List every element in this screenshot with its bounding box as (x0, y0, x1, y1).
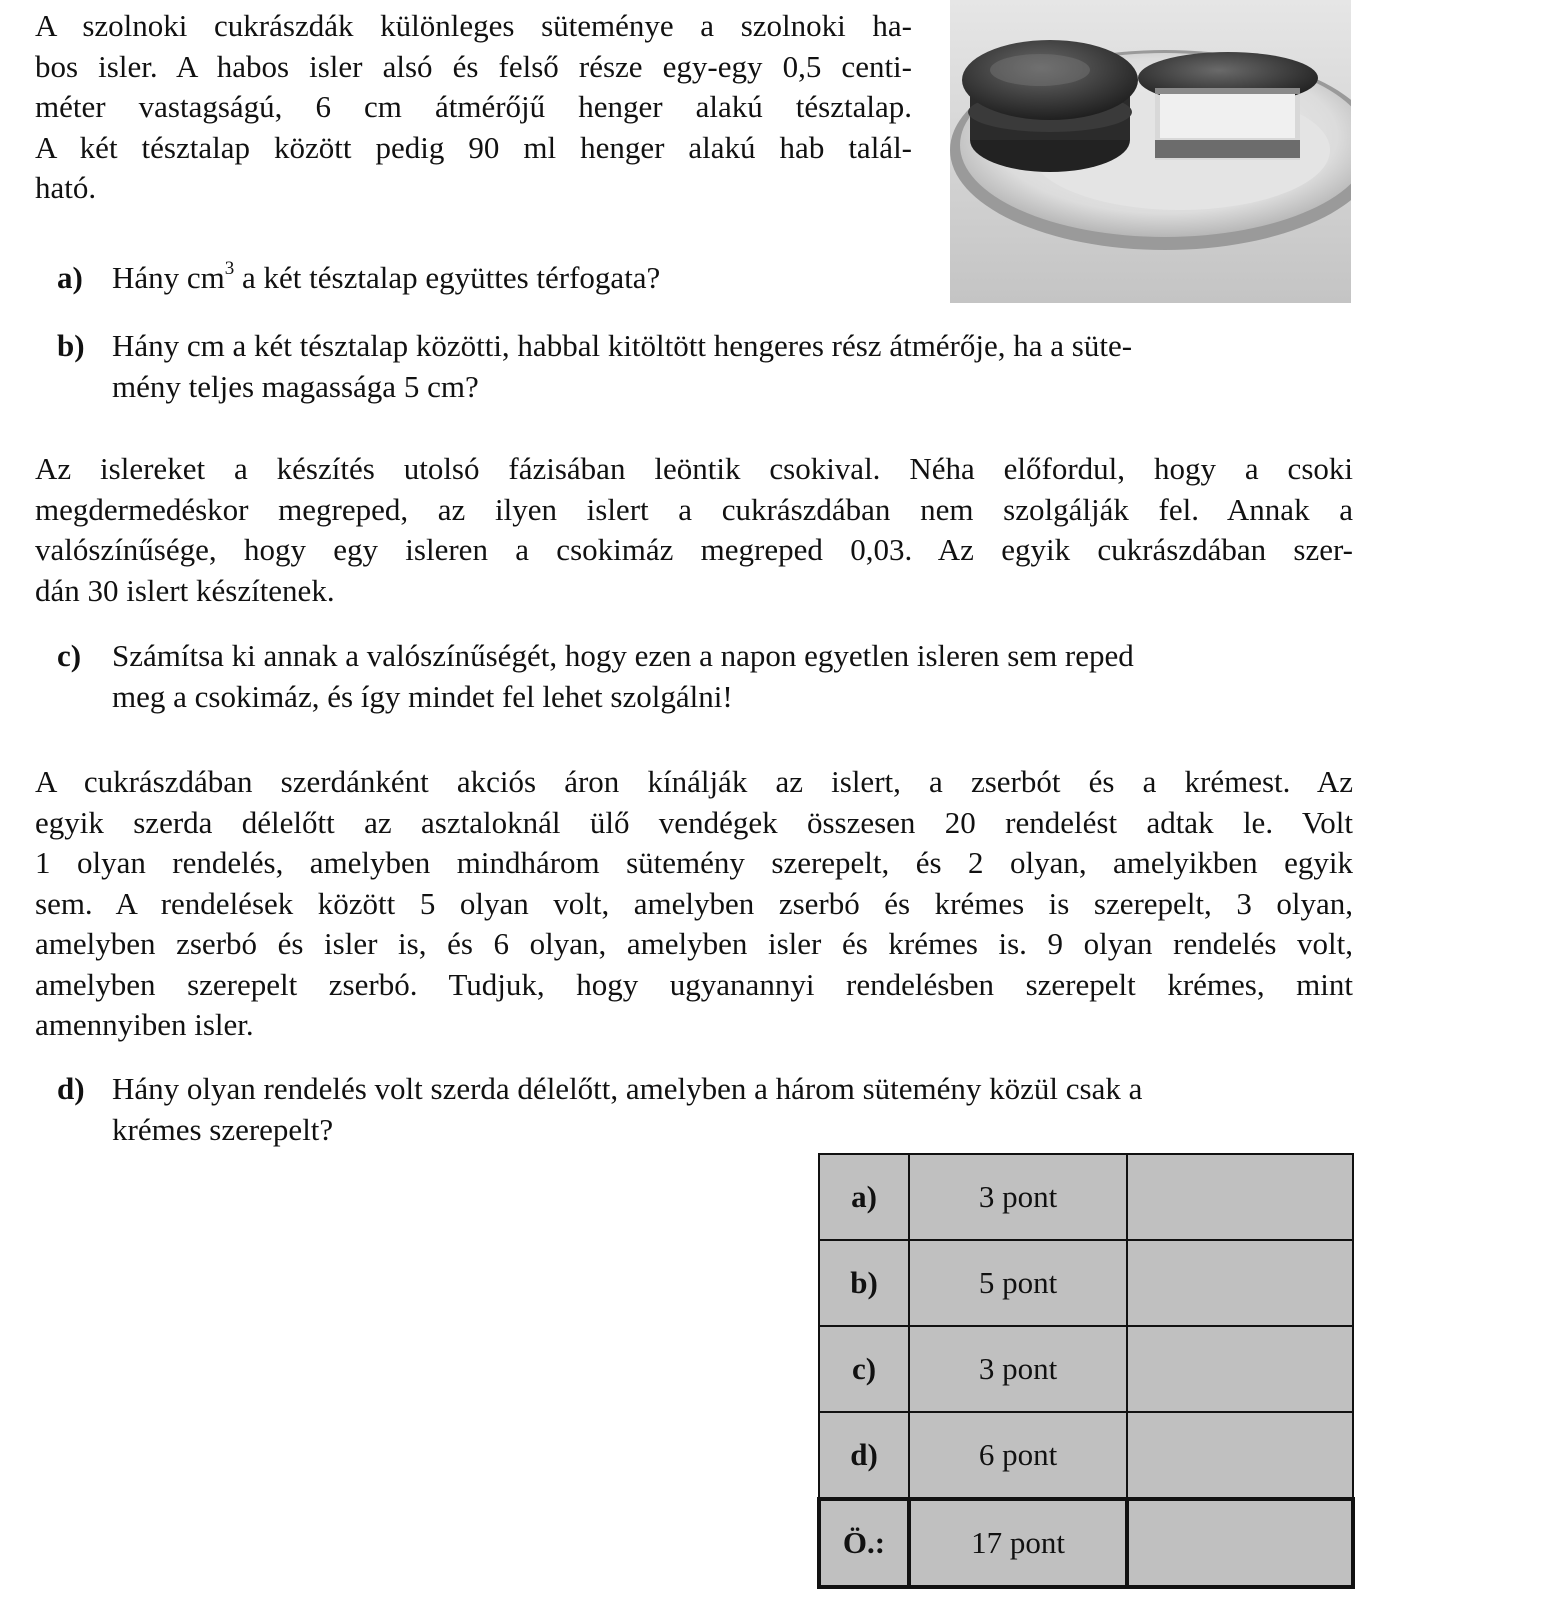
orders-line: amelyben zserbó és isler is, és 6 olyan, amelyben isler és krémes is. 9 olyan rendelés volt, (35, 926, 1353, 961)
table-row (819, 1154, 1353, 1240)
score-points: 6 pont (909, 1412, 1127, 1499)
question-a-text-before: Hány cm (112, 260, 225, 295)
question-a-text-after: a két tésztalap együttes térfogata? (234, 260, 661, 295)
question-a (57, 258, 857, 300)
cake-photo-icon (950, 0, 1351, 303)
intro-line: A szolnoki cukrászdák különleges süteménye a szolnoki ha- (35, 8, 912, 43)
score-field[interactable] (1127, 1412, 1353, 1499)
probability-line: valószínűsége, hogy egy isleren a csokimáz megreped 0,03. Az egyik cukrászdában szer- (35, 532, 1353, 567)
question-d-text (112, 1069, 1142, 1150)
table-row (819, 1240, 1353, 1326)
table-row-total (819, 1499, 1353, 1587)
probability-paragraph (35, 449, 1353, 611)
intro-paragraph (35, 6, 912, 209)
question-c-line: meg a csokimáz, és így mindet fel lehet szolgálni! (112, 678, 733, 714)
orders-line: 1 olyan rendelés, amelyben mindhárom sütemény szerepelt, és 2 olyan, amelyikben egyik (35, 845, 1353, 880)
orders-line: amelyben szerepelt zserbó. Tudjuk, hogy ugyanannyi rendelésben szerepelt krémes, mint (35, 966, 1353, 1002)
probability-line: megdermedéskor megreped, az ilyen islert a cukrászdában nem szolgálják fel. Annak a (35, 491, 1353, 527)
total-score-field[interactable] (1127, 1499, 1353, 1587)
question-d-line: Hány olyan rendelés volt szerda délelőtt, amelyben a három sütemény közül csak a (112, 1071, 1143, 1106)
score-label: c) (819, 1326, 909, 1412)
question-d-line: krémes szerepelt? (112, 1111, 334, 1147)
question-b-line: Hány cm a két tésztalap közötti, habbal kitöltött hengeres rész átmérője, ha a süte- (112, 328, 1133, 363)
intro-line: bos isler. A habos isler alsó és felső része egy-egy 0,5 centi- (35, 48, 912, 84)
question-a-label: a) (57, 260, 83, 295)
question-c (57, 636, 1353, 720)
probability-line: dán 30 islert készítenek. (35, 572, 335, 608)
probability-line: Az islereket a készítés utolsó fázisában leöntik csokival. Néha előfordul, hogy a csoki (35, 451, 1353, 486)
question-d (57, 1069, 1353, 1153)
question-b-line: mény teljes magassága 5 cm? (112, 368, 479, 404)
question-c-text (112, 636, 1134, 717)
score-label: a) (819, 1154, 909, 1240)
score-field[interactable] (1127, 1240, 1353, 1326)
score-points: 5 pont (909, 1240, 1127, 1326)
superscript: 3 (224, 257, 235, 279)
score-points: 3 pont (909, 1326, 1127, 1412)
question-b-label: b) (57, 328, 85, 363)
score-field[interactable] (1127, 1326, 1353, 1412)
table-row (819, 1412, 1353, 1499)
score-label: b) (819, 1240, 909, 1326)
question-c-label: c) (57, 638, 82, 673)
score-table (817, 1153, 1355, 1589)
question-c-line: Számítsa ki annak a valószínűségét, hogy ezen a napon egyetlen isleren sem reped (112, 638, 1134, 673)
question-b (57, 326, 1353, 410)
question-d-label: d) (57, 1071, 85, 1106)
score-label: d) (819, 1412, 909, 1499)
question-b-text (112, 326, 1132, 407)
total-label: Ö.: (819, 1499, 909, 1587)
intro-line: méter vastagságú, 6 cm átmérőjű henger alakú tésztalap. (35, 89, 912, 124)
total-points: 17 pont (909, 1499, 1127, 1587)
table-row (819, 1326, 1353, 1412)
score-field[interactable] (1127, 1154, 1353, 1240)
orders-paragraph (35, 762, 1353, 1046)
question-a-text (112, 258, 660, 299)
score-points: 3 pont (909, 1154, 1127, 1240)
orders-line: sem. A rendelések között 5 olyan volt, amelyben zserbó és krémes is szerepelt, 3 olyan, (35, 885, 1353, 921)
orders-line: A cukrászdában szerdánként akciós áron kínálják az islert, a zserbót és a krémest. Az (35, 764, 1353, 799)
orders-line: amennyiben isler. (35, 1007, 254, 1042)
intro-line: ható. (35, 170, 97, 205)
orders-line: egyik szerda délelőtt az asztaloknál ülő vendégek összesen 20 rendelést adtak le. Volt (35, 804, 1353, 840)
intro-line: A két tésztalap között pedig 90 ml henger alakú hab talál- (35, 129, 912, 165)
